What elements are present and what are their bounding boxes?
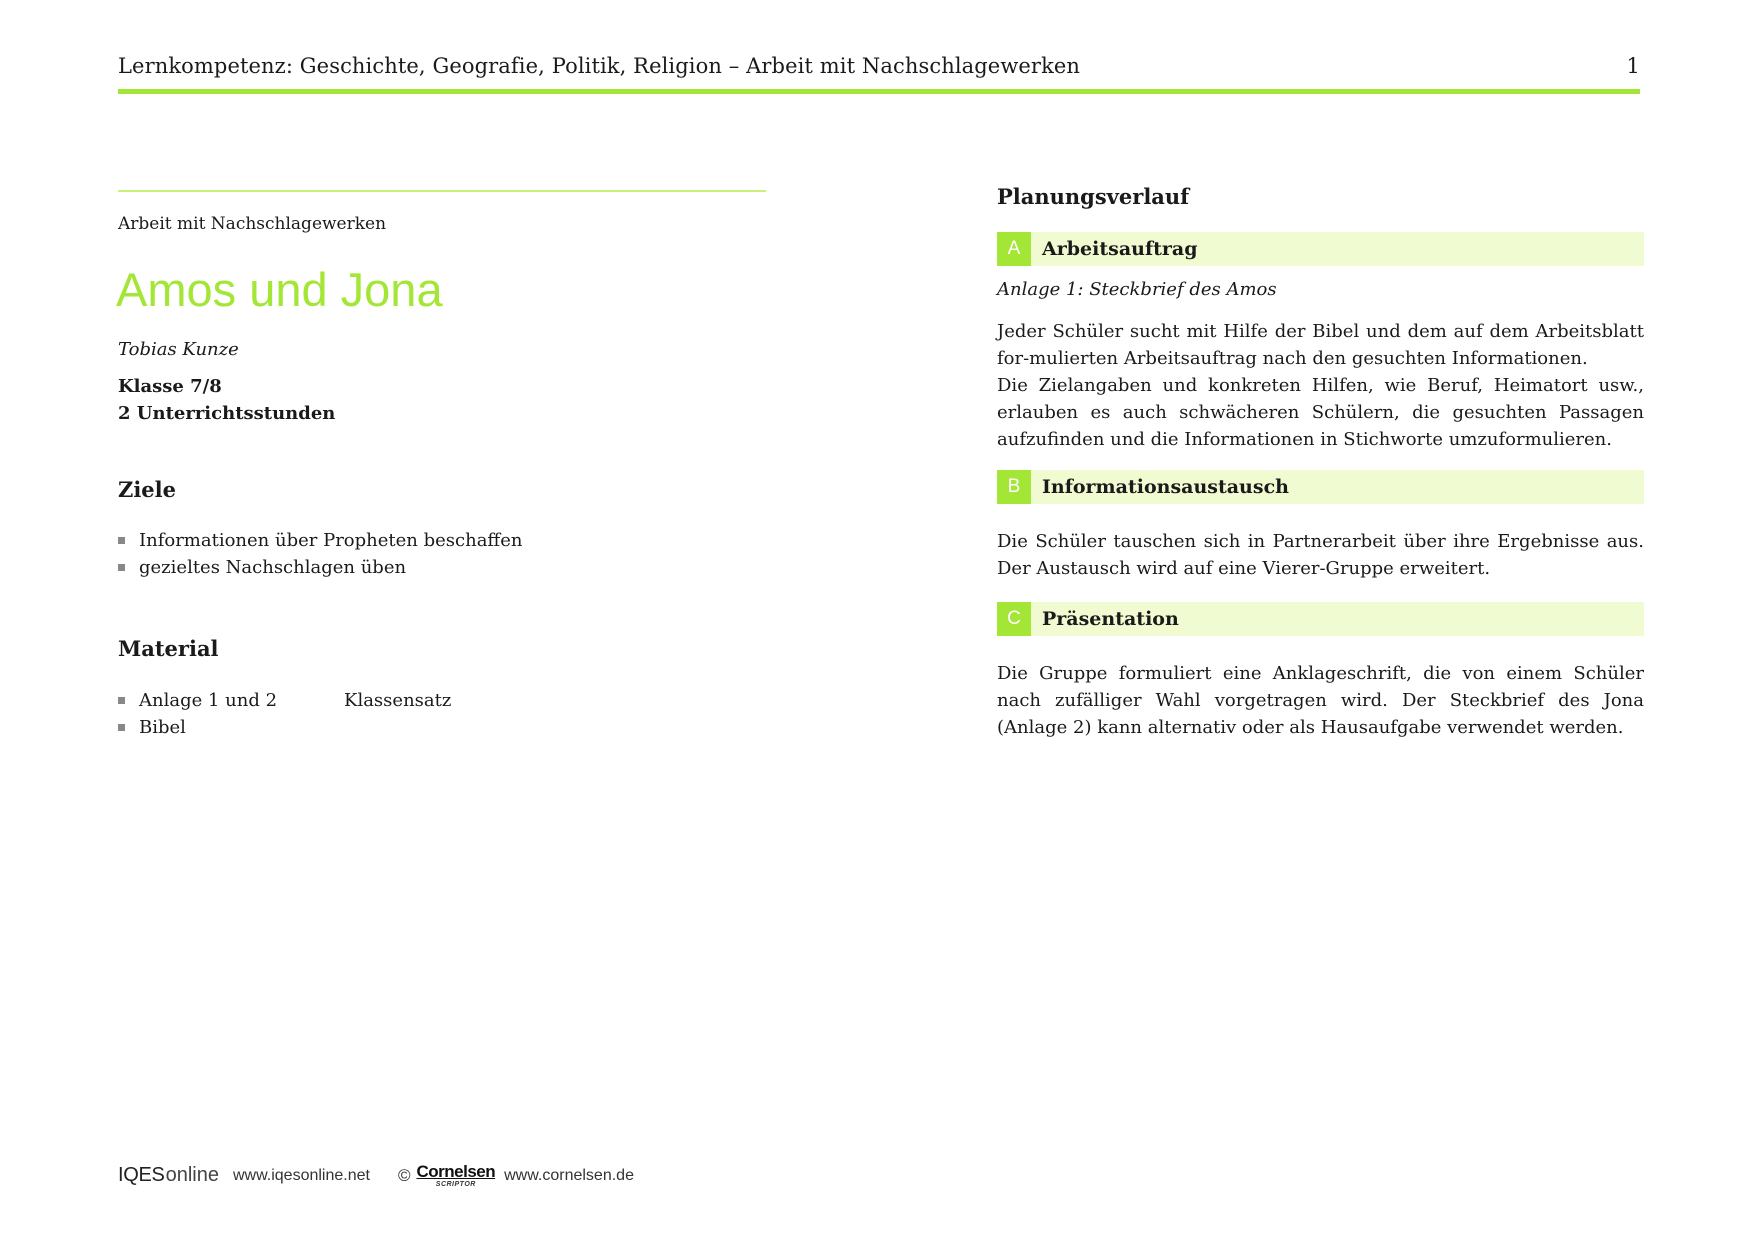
material-note: Klassensatz <box>344 690 452 711</box>
step-letter: B <box>997 470 1031 504</box>
list-item: Informationen über Propheten beschaffen <box>118 527 522 554</box>
step-subtitle: Anlage 1: Steckbrief des Amos <box>997 279 1277 300</box>
document-title: Amos und Jona <box>116 263 443 316</box>
cornelsen-logo <box>416 1163 495 1188</box>
cornelsen-logo-word: Cornelsen <box>416 1162 496 1181</box>
iqes-logo: IQES <box>118 1164 165 1186</box>
list-item <box>118 714 618 741</box>
step-label: Präsentation <box>1042 608 1179 630</box>
material-list <box>118 687 618 741</box>
page-number: 1 <box>1626 54 1640 78</box>
copyright-symbol: © <box>397 1165 411 1185</box>
iqes-logo-online: online <box>165 1164 219 1186</box>
material-label: Anlage 1 und 2 <box>139 690 278 711</box>
left-divider <box>118 190 766 192</box>
ziele-list <box>118 527 522 581</box>
kicker: Arbeit mit Nachschlagewerken <box>118 214 387 234</box>
iqes-url[interactable]: www.iqesonline.net <box>232 1166 370 1184</box>
paragraph: Die Schüler tauschen sich in Partnerarbeit über ihre Ergebnisse aus. Der Austausch wird auf eine Vierer-Gruppe erweitert. <box>997 531 1644 579</box>
step-label: Informationsaustausch <box>1042 476 1289 498</box>
class-meta <box>118 373 335 427</box>
step-letter: A <box>997 232 1031 266</box>
step-bar-b <box>997 470 1644 504</box>
meta-grade: Klasse 7/8 <box>118 376 222 397</box>
list-item <box>118 687 618 714</box>
step-label: Arbeitsauftrag <box>1042 238 1198 260</box>
material-label: Bibel <box>139 717 186 738</box>
header-rule <box>118 89 1640 94</box>
header-title: Lernkompetenz: Geschichte, Geografie, Politik, Religion – Arbeit mit Nachschlagewerken <box>118 54 1081 78</box>
step-b-body <box>997 528 1644 582</box>
step-bar-a <box>997 232 1644 266</box>
cornelsen-logo-sub: SCRIPTOR <box>435 1181 476 1188</box>
step-letter: C <box>997 602 1031 636</box>
ziele-heading: Ziele <box>118 477 177 502</box>
cornelsen-url[interactable]: www.cornelsen.de <box>504 1166 634 1184</box>
step-a-body <box>997 318 1644 453</box>
page-footer <box>118 1163 634 1188</box>
meta-duration: 2 Unterrichtsstunden <box>118 403 336 424</box>
list-item: gezieltes Nachschlagen üben <box>118 554 522 581</box>
author: Tobias Kunze <box>118 339 239 360</box>
step-c-body <box>997 660 1644 741</box>
page-header <box>118 54 1640 94</box>
paragraph: Die Zielangaben und konkreten Hilfen, wie Beruf, Heimatort usw., erlauben es auch schwächeren Schülern, die gesuchten Passagen aufzufinden und die Informationen in Stichworte umzuformulieren. <box>997 375 1644 450</box>
step-bar-c <box>997 602 1644 636</box>
plan-heading: Planungsverlauf <box>997 184 1190 209</box>
paragraph: Die Gruppe formuliert eine Anklageschrift, die von einem Schüler nach zufälliger Wahl vorgetragen wird. Der Steckbrief des Jona (Anlage 2) kann alternativ oder als Hausaufgabe verwendet werden. <box>997 663 1644 738</box>
material-heading: Material <box>118 636 219 661</box>
paragraph: Jeder Schüler sucht mit Hilfe der Bibel und dem auf dem Arbeitsblatt for-mulierten Arbeitsauftrag nach den gesuchten Informationen. <box>997 321 1644 369</box>
